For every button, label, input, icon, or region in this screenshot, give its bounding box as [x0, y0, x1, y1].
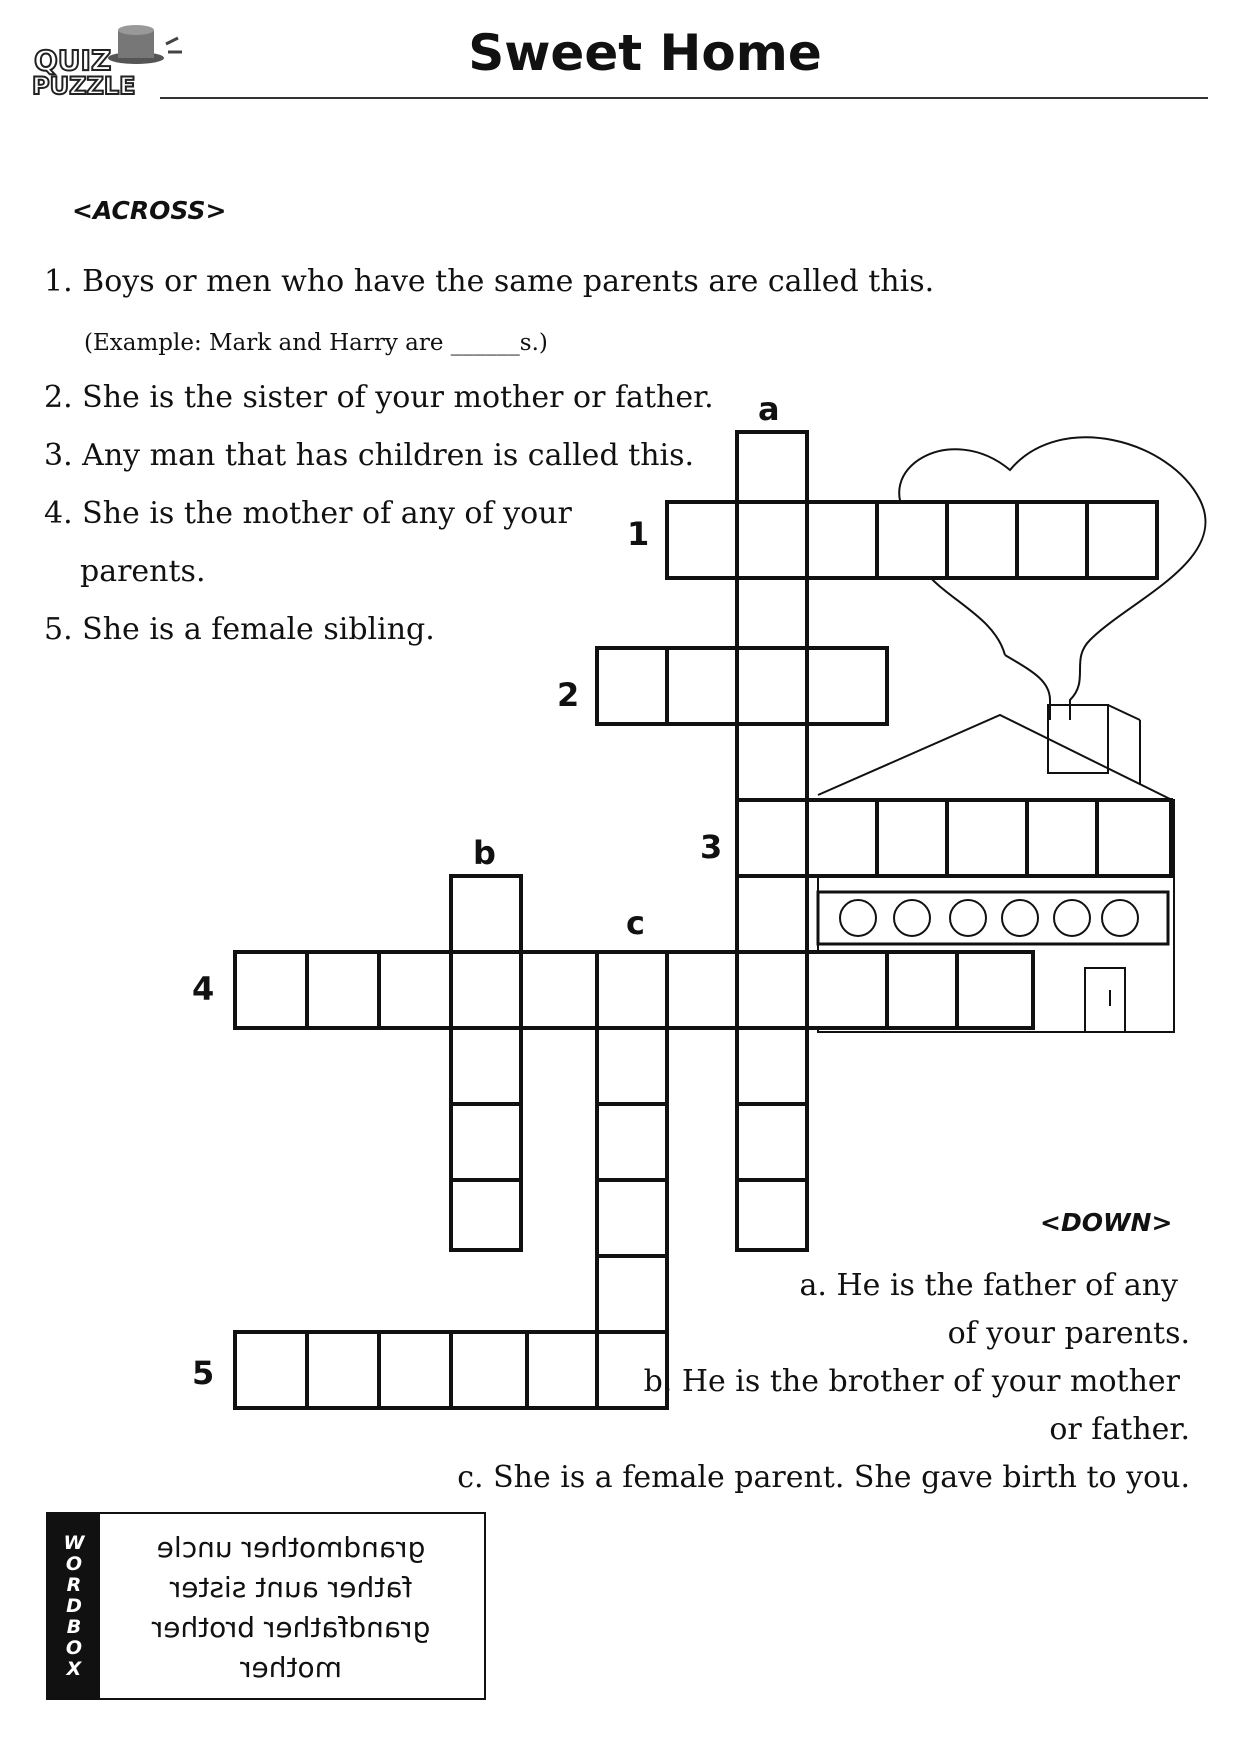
wordbox — [46, 1512, 486, 1700]
label-2: 2 — [557, 676, 580, 714]
down-heading: <DOWN> — [1040, 1208, 1173, 1237]
across-clue-4-cont: parents. — [80, 554, 206, 589]
wordbox-letter: X — [66, 1657, 82, 1680]
down-clue-a-cont: of your parents. — [947, 1316, 1190, 1351]
across-heading: <ACROSS> — [72, 196, 227, 225]
page-title: Sweet Home — [468, 24, 822, 82]
label-b: b — [473, 834, 496, 872]
down-clue-b: b. He is the brother of your mother — [643, 1364, 1180, 1399]
down-clue-b-cont: or father. — [1049, 1412, 1190, 1447]
wordbox-letter: R — [66, 1573, 82, 1596]
logo-line1: QUIZ — [34, 44, 112, 77]
across-clue-2: 2. She is the sister of your mother or father. — [44, 380, 714, 415]
wordbox-letter: B — [66, 1615, 82, 1638]
wordbox-letter: W — [63, 1531, 85, 1554]
across-clue-1-example: (Example: Mark and Harry are ______s.) — [84, 330, 548, 356]
wordbox-words — [108, 1528, 474, 1688]
wordbox-letter: O — [65, 1636, 83, 1659]
wordbox-line: father aunt sister — [169, 1571, 413, 1604]
wordbox-line: mother — [240, 1651, 342, 1684]
across-clue-1: 1. Boys or men who have the same parents are called this. — [44, 264, 935, 299]
wordbox-letter: O — [65, 1552, 83, 1575]
across-clue-5: 5. She is a female sibling. — [44, 612, 435, 647]
label-3: 3 — [700, 828, 723, 866]
wordbox-line: grandfather brother — [151, 1611, 431, 1644]
wordbox-label — [48, 1514, 100, 1698]
logo-line2: PUZZLE — [32, 72, 136, 98]
label-a: a — [758, 390, 780, 428]
crossword-cells — [235, 432, 1171, 1408]
label-1: 1 — [627, 515, 650, 553]
label-4: 4 — [192, 970, 215, 1008]
wordbox-letter: D — [66, 1594, 82, 1617]
down-clue-c: c. She is a female parent. She gave birth to you. — [457, 1460, 1190, 1495]
label-c: c — [626, 904, 645, 942]
across-clue-3: 3. Any man that has children is called this. — [44, 438, 695, 473]
label-5: 5 — [192, 1354, 215, 1392]
wordbox-line: grandmother uncle — [156, 1531, 426, 1564]
family-faces-icon — [840, 900, 1138, 936]
across-clue-4: 4. She is the mother of any of your — [44, 496, 572, 531]
down-clue-a: a. He is the father of any — [799, 1268, 1178, 1303]
